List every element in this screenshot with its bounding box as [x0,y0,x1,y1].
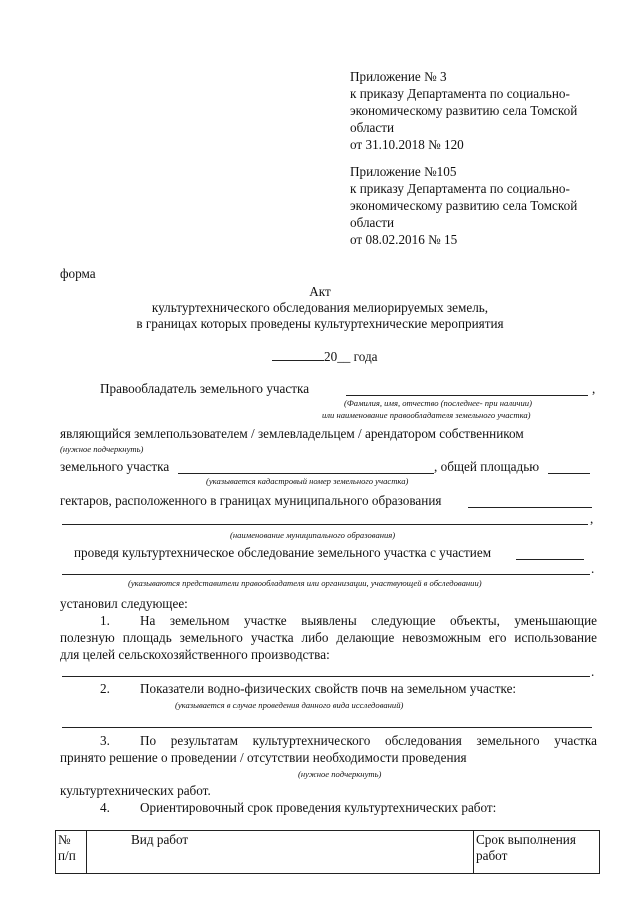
item3-number: 3. [100,733,110,748]
item3-hint: (нужное подчеркнуть) [298,769,382,779]
municipality-input-line-2[interactable] [62,524,588,525]
participants-hint: (указываются представители правообладателя или организации, участвующей в обследовании) [128,578,482,588]
table-header-row [56,831,600,874]
appendix2-line2: к приказу Департамента по социально- [350,181,570,196]
col-term-header: Срок выполнения работ [474,831,600,874]
municipality-hint: (наименование муниципального образования) [230,530,396,540]
survey-line: проведя культуртехническое обследование земельного участка с участием [74,545,492,560]
item3-line3: культуртехнических работ. [60,783,211,798]
col-number-line2: п/п [58,848,76,863]
item1-line2: полезную площадь земельного участка либо делающие невозможным его использование [60,630,597,645]
area-input-line[interactable] [548,473,590,474]
item2-input-line[interactable] [62,727,592,728]
status-line: являющийся землепользователем / землевладельцем / арендатором собственником [60,426,524,441]
date-blank[interactable] [272,348,324,361]
item4-text: Ориентировочный срок проведения культуртехнических работ: [140,800,497,815]
cadastral-input-line[interactable] [178,473,434,474]
item3-line1: По результатам культуртехнического обследования земельного участка [140,733,597,748]
survey-dot: . [591,561,595,576]
hectares-line: гектаров, расположенного в границах муниципального образования [60,493,442,508]
owner-hint-org: или наименование правообладателя земельного участка) [322,410,531,420]
item2-hint: (указывается в случае проведения данного вида исследований) [175,700,404,710]
date-year-text: 20__ года [324,349,378,364]
plot-area-label: , общей площадью [434,459,540,474]
works-table [55,830,600,874]
appendix1-line3: экономическому развитию села Томской [350,103,578,118]
appendix1-line1: Приложение № 3 [350,69,447,84]
col-work-header: Вид работ [87,831,474,874]
appendix2-line1: Приложение №105 [350,164,457,179]
item1-input-line[interactable] [62,676,590,677]
appendix1-line2: к приказу Департамента по социально- [350,86,570,101]
act-title: Акт [309,284,331,299]
owner-input-line[interactable] [346,395,588,396]
item2-number: 2. [100,681,110,696]
act-subtitle-line1: культуртехнического обследования мелиорируемых земель, [151,300,489,315]
item2-text: Показатели водно-физических свойств почв на земельном участке: [140,681,517,696]
appendix1-line5: от 31.10.2018 № 120 [350,137,464,152]
survey-participants-line-2[interactable] [62,574,590,575]
established-label: установил следующее: [60,596,188,611]
form-label: форма [60,266,96,281]
appendix2-line5: от 08.02.2016 № 15 [350,232,458,247]
item1-dot: . [591,664,595,679]
appendix2-line4: области [350,215,395,230]
item1-line3: для целей сельскохозяйственного производства: [60,647,330,662]
appendix2-line3: экономическому развитию села Томской [350,198,578,213]
item1-number: 1. [100,613,110,628]
plot-label: земельного участка [60,459,170,474]
item4-number: 4. [100,800,110,815]
col-number-line1: № [58,832,71,847]
survey-participants-line-1[interactable] [516,559,584,560]
owner-label: Правообладатель земельного участка [100,381,310,396]
appendix1-line4: области [350,120,395,135]
col-number-header [56,831,87,874]
owner-comma: , [592,381,596,396]
status-hint: (нужное подчеркнуть) [60,444,144,454]
act-subtitle-line2: в границах которых проведены культуртехнические мероприятия [136,316,504,331]
municipality-comma: , [590,511,594,526]
owner-hint-name: (Фамилия, имя, отчество (последнее- при наличии) [344,398,532,408]
date-line[interactable] [272,348,378,365]
municipality-input-line-1[interactable] [468,507,592,508]
item3-line2: принято решение о проведении / отсутствии необходимости проведения [60,750,467,765]
item1-line1: На земельном участке выявлены следующие объекты, уменьшающие [140,613,597,628]
cadastral-hint: (указывается кадастровый номер земельного участка) [206,476,409,486]
